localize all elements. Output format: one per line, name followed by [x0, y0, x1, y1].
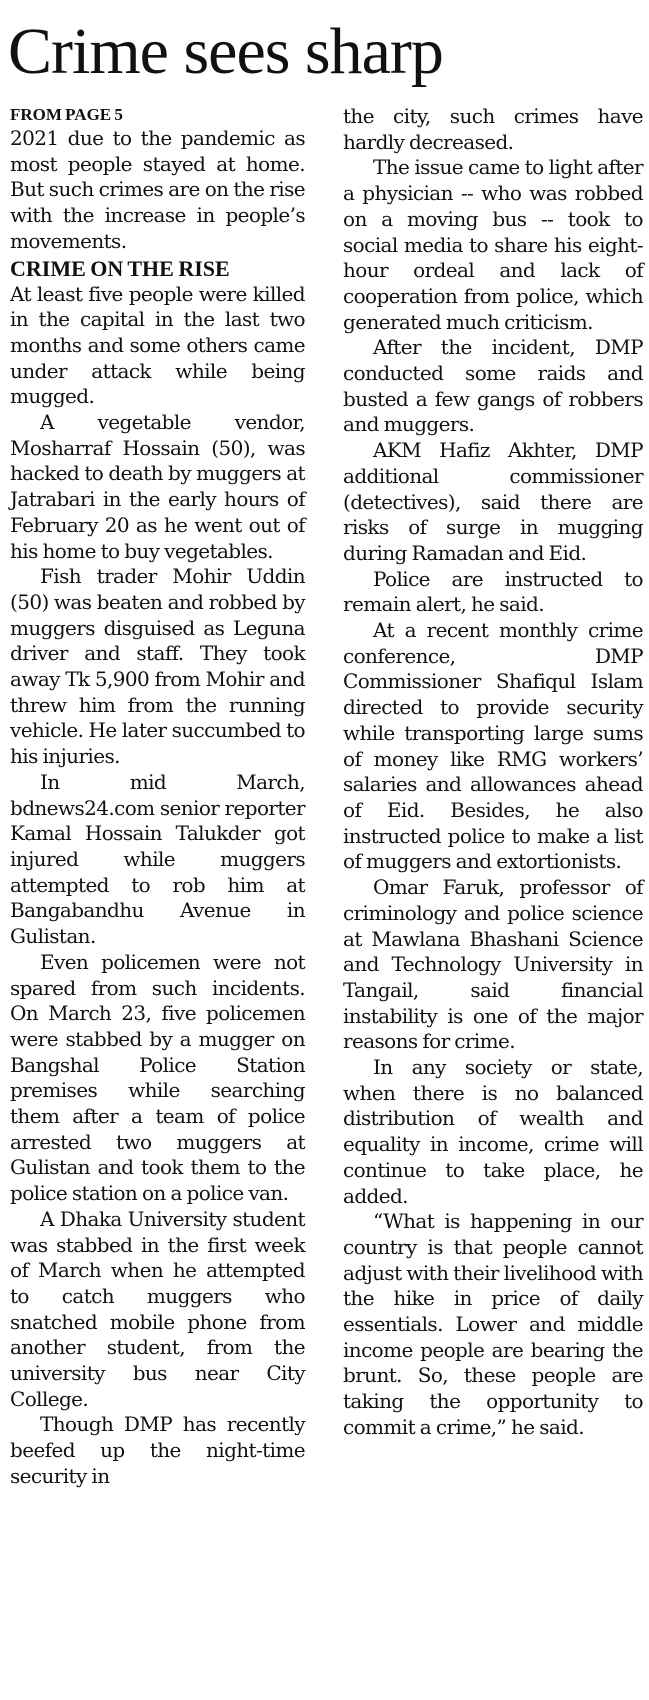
article-paragraph: After the incident, DMP conducted some raids and busted a few gangs of robbers and muggers. — [343, 335, 643, 437]
article-column-right — [343, 104, 643, 1441]
article-paragraph: In mid March, bdnews24.com senior reporter Kamal Hossain Talukder got injured while muggers attempted to rob him at Bangabandhu Avenue in Gulistan. — [10, 769, 305, 949]
article-column-left — [10, 104, 305, 1490]
headline: Crime sees sharp — [8, 15, 443, 88]
continued-from-label: FROM PAGE 5 — [10, 105, 123, 124]
article-paragraph: A vegetable vendor, Mosharraf Hossain (50), was hacked to death by muggers at Jatrabari in the early hours of February 20 as he went out of his home to buy vegetables. — [10, 410, 305, 563]
article-paragraph: Though DMP has recently beefed up the night-time security in — [10, 1412, 305, 1488]
article-paragraph: At least five people were killed in the capital in the last two months and some others came under attack while being mugged. — [10, 281, 305, 409]
article-paragraph: A Dhaka University student was stabbed in the first week of March when he attempted to catch muggers who snatched mobile phone from another student, from the university bus near City College. — [10, 1206, 305, 1411]
section-subhead: CRIME ON THE RISE — [10, 255, 230, 281]
article-paragraph: In any society or state, when there is no balanced distribution of wealth and equality in income, crime will continue to take place, he added. — [343, 1055, 643, 1208]
article-paragraph: Police are instructed to remain alert, he said. — [343, 566, 643, 617]
continuation-paragraph: the city, such crimes have hardly decreased. — [343, 104, 643, 154]
article-paragraph: “What is happening in our country is that people cannot adjust with their livelihood with the hike in price of daily essentials. Lower and middle income people are bearing the brunt. So, these people are taking the opportunity to commit a crime,” he said. — [343, 1209, 643, 1439]
article-paragraph: Omar Faruk, professor of criminology and police science at Mawlana Bhashani Science and Technology University in Tangail, said financial instability is one of the major reasons for crime. — [343, 875, 643, 1054]
article-paragraph: AKM Hafiz Akhter, DMP additional commissioner (detectives), said there are risks of surge in mugging during Ramadan and Eid. — [343, 438, 643, 565]
article-paragraph: At a recent monthly crime conference, DMP Commissioner Shafiqul Islam directed to provide security while transporting large sums of money like RMG workers’ salaries and allowances ahead of Eid. Besides, he also instructed police to make a list of muggers and extortionists. — [343, 618, 643, 874]
article-paragraph: The issue came to light after a physician -- who was robbed on a moving bus -- took to social media to share his eight-hour ordeal and lack of cooperation from police, which generated much criticism. — [343, 155, 643, 334]
article-paragraph: Even policemen were not spared from such incidents. On March 23, five policemen were stabbed by a mugger on Bangshal Police Station premises while searching them after a team of police arrested two muggers at Gulistan and took them to the police station on a police van. — [10, 949, 305, 1206]
intro-paragraph: 2021 due to the pandemic as most people stayed at home. But such crimes are on the rise with the increase in people’s movements. — [10, 126, 305, 253]
article-paragraph: Fish trader Mohir Uddin (50) was beaten and robbed by muggers disguised as Leguna driver and staff. They took away Tk 5,900 from Mohir and threw him from the running vehicle. He later succumbed to his injuries. — [10, 564, 305, 769]
